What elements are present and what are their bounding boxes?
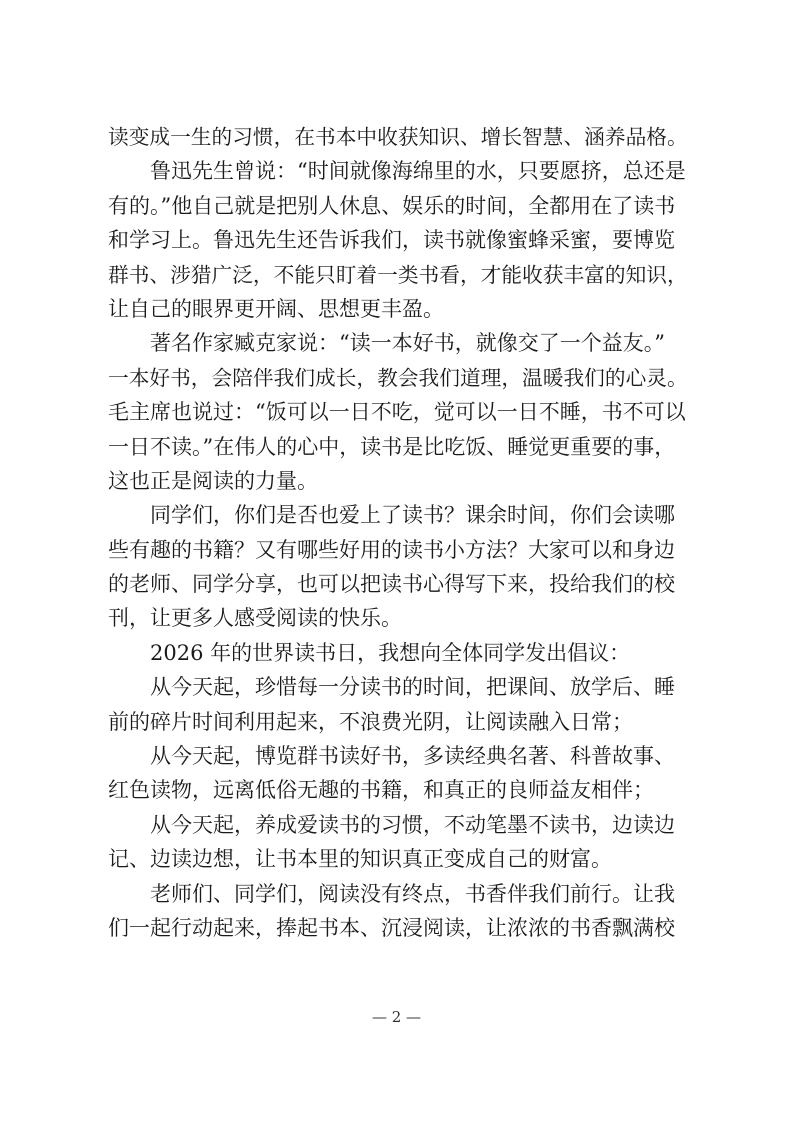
text-line: 有的。”他自己就是把别人休息、娱乐的时间，全都用在了读书 [108, 193, 676, 218]
body-text [108, 120, 688, 945]
text-line: 同学们，你们是否也爱上了读书？课余时间，你们会读哪 [150, 503, 675, 528]
text-line: 些有趣的书籍？又有哪些好用的读书小方法？大家可以和身边 [108, 537, 675, 562]
text-line: 这也正是阅读的力量。 [108, 468, 318, 493]
text-line: 从今天起，养成爱读书的习惯，不动笔墨不读书，边读边 [150, 812, 675, 837]
text-line: 从今天起，博览群书读好书，多读经典名著、科普故事、 [150, 744, 675, 769]
text-line: 老师们、同学们，阅读没有终点，书香伴我们前行。让我 [150, 881, 675, 906]
text-line: 们一起行动起来，捧起书本、沉浸阅读，让浓浓的书香飘满校 [108, 915, 675, 940]
text-line: 读变成一生的习惯，在书本中收获知识、增长智慧、涵养品格。 [108, 125, 688, 149]
text-line: 的老师、同学分享，也可以把读书心得写下来，投给我们的校 [108, 572, 675, 597]
page-number: — 2 — [371, 1008, 422, 1026]
text-line: 鲁迅先生曾说：“时间就像海绵里的水，只要愿挤，总还是 [150, 159, 686, 184]
text-line: 一本好书，会陪伴我们成长，教会我们道理，温暖我们的心灵。 [108, 365, 688, 390]
text-line: 前的碎片时间利用起来，不浪费光阴，让阅读融入日常； [108, 709, 633, 734]
text-line: 从今天起，珍惜每一分读书的时间，把课间、放学后、睡 [150, 675, 675, 700]
text-line: 刊，让更多人感受阅读的快乐。 [108, 606, 402, 631]
text-line: 一日不读。”在伟人的心中，读书是比吃饭、睡觉更重要的事， [108, 434, 676, 459]
text-line: 2026 年的世界读书日，我想向全体同学发出倡议： [150, 640, 631, 665]
text-line: 让自己的眼界更开阔、思想更丰盈。 [108, 296, 444, 321]
text-line: 记、边读边想，让书本里的知识真正变成自己的财富。 [108, 847, 612, 872]
text-line: 著名作家臧克家说：“读一本好书，就像交了一个益友。” [150, 331, 665, 356]
text-line: 毛主席也说过：“饭可以一日不吃，觉可以一日不睡，书不可以 [108, 400, 686, 425]
text-line: 和学习上。鲁迅先生还告诉我们，读书就像蜜蜂采蜜，要博览 [108, 228, 675, 253]
text-line: 群书、涉猎广泛，不能只盯着一类书看，才能收获丰富的知识， [108, 262, 688, 287]
text-line: 红色读物，远离低俗无趣的书籍，和真正的良师益友相伴； [108, 778, 654, 803]
